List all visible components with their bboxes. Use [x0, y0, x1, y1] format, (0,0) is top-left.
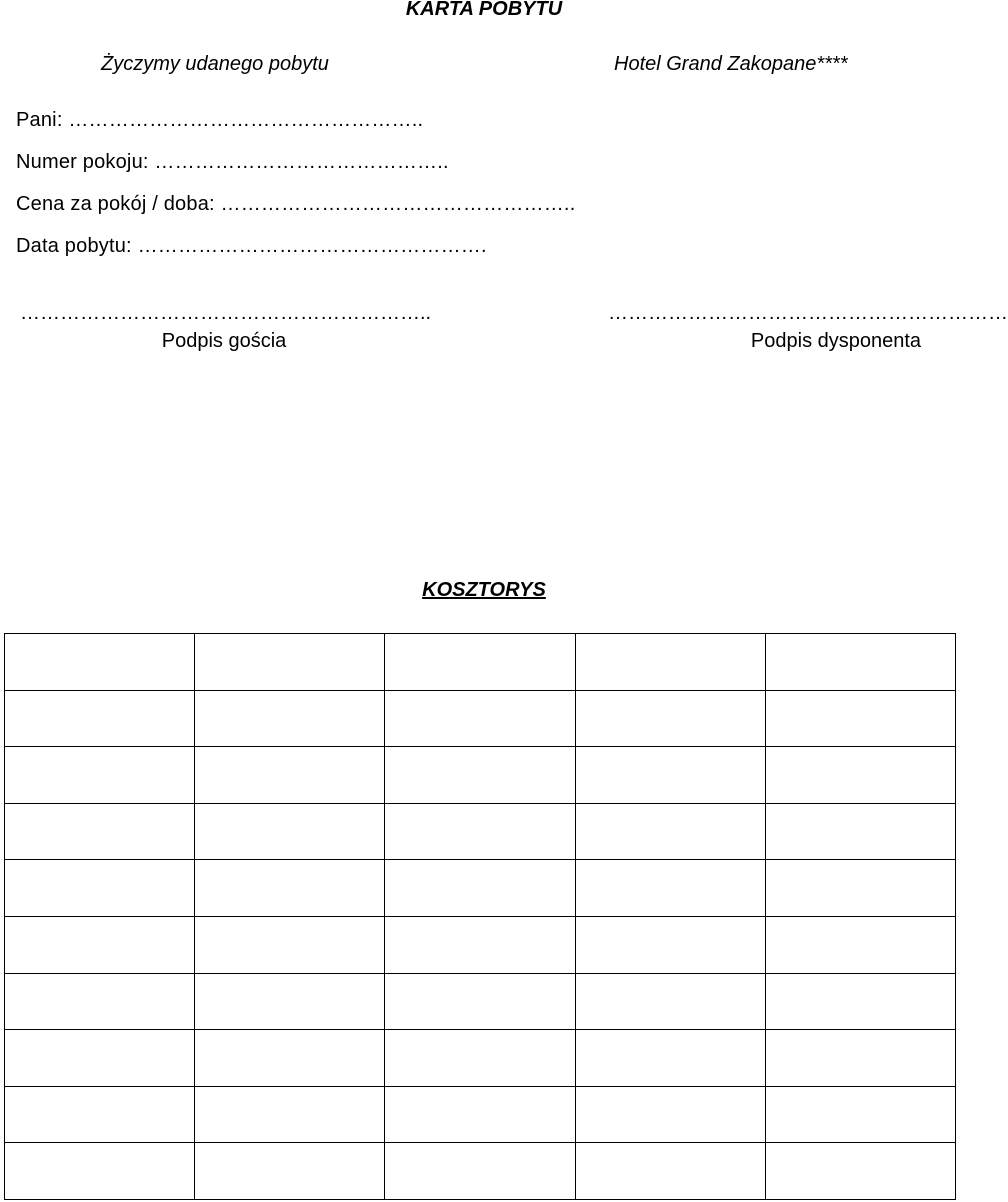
table-cell: [575, 1086, 765, 1143]
table-cell: [575, 747, 765, 804]
table-cell: [5, 634, 195, 691]
document-title: KARTA POBYTU: [405, 0, 563, 20]
table-row: [5, 1030, 956, 1087]
estimate-title: KOSZTORYS: [422, 579, 546, 601]
table-cell: [765, 860, 955, 917]
table-cell: [5, 690, 195, 747]
table-cell: [5, 916, 195, 973]
price-per-night-field: Cena za pokój / doba: ……………………………………………..: [16, 193, 576, 215]
table-row: [5, 690, 956, 747]
table-cell: [575, 634, 765, 691]
table-cell: [195, 634, 385, 691]
table-cell: [385, 803, 575, 860]
guest-field: Pani: ……………………………………………..: [16, 109, 424, 131]
table-cell: [195, 690, 385, 747]
room-number-field: Numer pokoju: ……………………………………..: [16, 151, 449, 173]
table-cell: [765, 1143, 955, 1200]
table-row: [5, 916, 956, 973]
table-cell: [195, 803, 385, 860]
table-cell: [575, 1143, 765, 1200]
table-cell: [765, 916, 955, 973]
table-cell: [765, 690, 955, 747]
table-row: [5, 1086, 956, 1143]
table-cell: [385, 973, 575, 1030]
table-row: [5, 803, 956, 860]
table-row: [5, 634, 956, 691]
table-row: [5, 1143, 956, 1200]
table-cell: [385, 1086, 575, 1143]
table-cell: [765, 803, 955, 860]
estimate-table: [4, 633, 956, 1200]
table-cell: [5, 803, 195, 860]
table-cell: [195, 973, 385, 1030]
stay-dates-field: Data pobytu: …………………………………………….: [16, 235, 487, 257]
table-cell: [5, 973, 195, 1030]
table-row: [5, 860, 956, 917]
table-cell: [5, 1143, 195, 1200]
estimate-table-body: [5, 634, 956, 1200]
table-cell: [195, 1030, 385, 1087]
table-cell: [385, 634, 575, 691]
table-cell: [195, 1143, 385, 1200]
table-cell: [575, 1030, 765, 1087]
table-cell: [195, 916, 385, 973]
table-cell: [5, 1086, 195, 1143]
table-cell: [5, 860, 195, 917]
table-cell: [385, 916, 575, 973]
table-cell: [195, 747, 385, 804]
table-cell: [385, 1143, 575, 1200]
manager-signature-label: Podpis dysponenta: [750, 330, 922, 352]
table-cell: [5, 1030, 195, 1087]
greeting-text: Życzymy udanego pobytu: [101, 53, 329, 75]
table-cell: [195, 860, 385, 917]
table-cell: [385, 690, 575, 747]
table-cell: [765, 1030, 955, 1087]
table-cell: [195, 1086, 385, 1143]
table-cell: [575, 916, 765, 973]
table-row: [5, 973, 956, 1030]
manager-signature-line: ……………………………………………………: [608, 302, 1008, 324]
guest-signature-label: Podpis gościa: [161, 330, 287, 352]
table-cell: [385, 747, 575, 804]
guest-signature-line: ……………………………………………………..: [20, 302, 432, 324]
table-cell: [385, 1030, 575, 1087]
table-cell: [385, 860, 575, 917]
table-cell: [575, 973, 765, 1030]
table-cell: [575, 690, 765, 747]
table-cell: [575, 803, 765, 860]
hotel-name: Hotel Grand Zakopane****: [614, 53, 848, 75]
table-row: [5, 747, 956, 804]
table-cell: [5, 747, 195, 804]
table-cell: [765, 973, 955, 1030]
table-cell: [765, 747, 955, 804]
table-cell: [575, 860, 765, 917]
table-cell: [765, 1086, 955, 1143]
table-cell: [765, 634, 955, 691]
